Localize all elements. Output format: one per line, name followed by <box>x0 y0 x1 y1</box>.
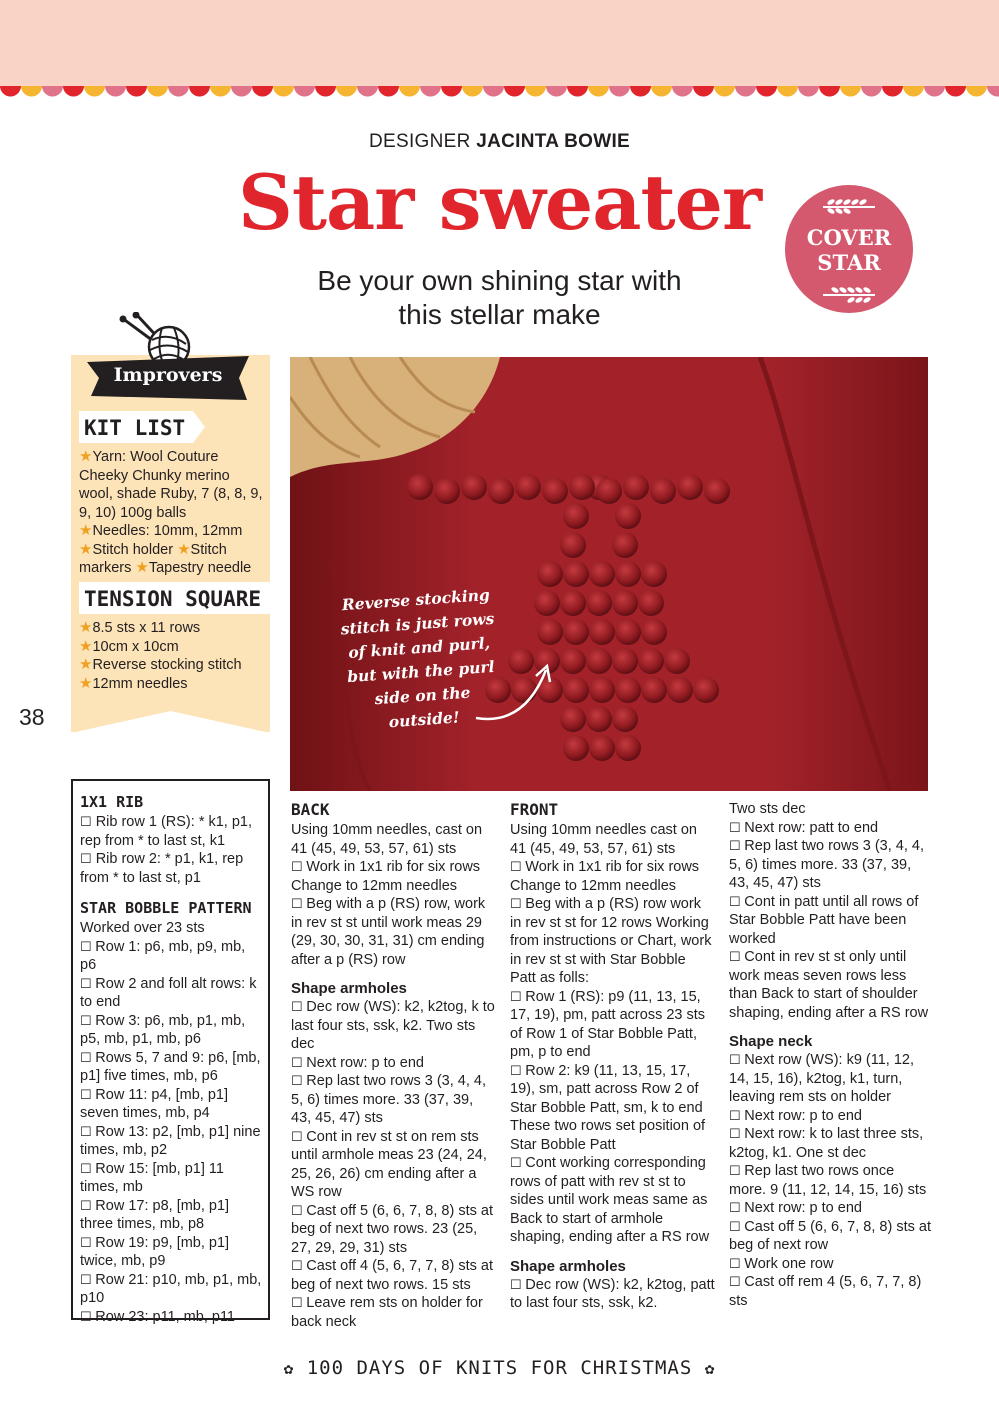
neck-step: ☐ Next row: p to end <box>729 1200 862 1216</box>
bobble-row: ☐ Row 2 and foll alt rows: k to end <box>80 975 257 1010</box>
back-column <box>291 800 496 1331</box>
bobble-stitch <box>638 648 664 674</box>
scallop <box>630 86 651 97</box>
checkbox-icon: ☐ <box>291 859 307 874</box>
neck-step: ☐ Cast off 5 (6, 6, 7, 8, 8) sts at beg of next row <box>729 1218 931 1253</box>
star-icon: ★ <box>79 637 93 655</box>
designer-name: JACINTA BOWIE <box>476 131 631 152</box>
bobble-stitch <box>563 561 589 587</box>
scallop <box>567 86 588 97</box>
scallop <box>105 86 126 97</box>
scallop <box>924 86 945 97</box>
star-icon: ★ <box>135 559 149 576</box>
checkbox-icon: ☐ <box>291 1073 307 1088</box>
back-step: ☐ Beg with a p (RS) row, work in rev st st until work meas 29 (29, 30, 30, 31, 31) cm ending after a p (RS) row <box>291 896 486 968</box>
neck-step: ☐ Work one row <box>729 1255 834 1272</box>
neck-column <box>729 800 931 1310</box>
scallop <box>966 86 987 97</box>
checkbox-icon: ☐ <box>729 1107 745 1123</box>
front-heading: FRONT <box>510 800 559 819</box>
front-step: ☐ Work in 1x1 rib for six rows Change to 12mm needles <box>510 859 700 894</box>
checkbox-icon: ☐ <box>80 1197 96 1213</box>
neck-step: ☐ Next row: p to end <box>729 1107 862 1124</box>
checkbox-icon: ☐ <box>80 1308 96 1324</box>
front-armholes-heading: Shape armholes <box>510 1257 626 1275</box>
bobble-row: ☐ Row 21: p10, mb, p1, mb, p10 <box>80 1271 262 1306</box>
scallop <box>546 86 567 97</box>
bobble-stitch <box>664 648 690 674</box>
scallop <box>714 86 735 97</box>
checkbox-icon: ☐ <box>510 1155 526 1170</box>
front-column <box>510 800 715 1313</box>
cover-star-badge <box>785 185 913 313</box>
front-step: ☐ Row 2: k9 (11, 13, 15, 17, 19), sm, patt across Row 2 of Star Bobble Patt, sm, k to end These two rows set position of Star Bobble Patt <box>510 1062 706 1153</box>
subtitle-line-2: this stellar make <box>398 299 601 330</box>
checkbox-icon: ☐ <box>729 893 745 909</box>
checkbox-icon: ☐ <box>729 838 745 853</box>
scallop <box>987 86 999 97</box>
scallop <box>84 86 105 97</box>
rib-heading: 1X1 RIB <box>80 793 144 811</box>
tension-list <box>79 619 267 693</box>
tension-item: 10cm x 10cm <box>92 638 179 655</box>
photo-annotation: Reverse stocking stitch is just rows of knit and purl, but with the purl side on the outside! <box>340 585 496 732</box>
scallop <box>294 86 315 97</box>
stitch-key-box <box>71 779 270 1325</box>
scallop <box>168 86 189 97</box>
checkbox-icon: ☐ <box>80 1271 96 1287</box>
front-step: ☐ Beg with a p (RS) row work in rev st st for 12 rows Working from instructions or Chart, work in rev st st with Star Bobble Patt as folls: <box>510 896 712 986</box>
flower-icon: ✿ <box>704 1359 716 1378</box>
scallop <box>588 86 609 97</box>
scallop <box>945 86 966 97</box>
designer-label: DESIGNER <box>368 131 471 152</box>
bobble-stitch <box>534 590 560 616</box>
bobble-stitch <box>586 590 612 616</box>
bobble-row: ☐ Rows 5, 7 and 9: p6, [mb, p1] five times, mb, p6 <box>80 1049 261 1084</box>
checkbox-icon: ☐ <box>729 1126 745 1141</box>
scallop <box>357 86 378 97</box>
checkbox-icon: ☐ <box>729 949 745 964</box>
bobble-stitch <box>560 648 586 674</box>
scallop <box>651 86 672 97</box>
checkbox-icon: ☐ <box>510 988 526 1004</box>
star-icon: ★ <box>79 540 93 558</box>
bobble-stitch <box>612 648 638 674</box>
checkbox-icon: ☐ <box>510 1062 526 1078</box>
bobble-rows <box>80 919 262 1326</box>
scallop <box>756 86 777 97</box>
star-icon: ★ <box>79 674 93 692</box>
bobble-stitch <box>638 590 664 616</box>
checkbox-icon: ☐ <box>291 999 307 1014</box>
bobble-row: ☐ Row 15: [mb, p1] 11 times, mb <box>80 1160 224 1195</box>
footer-text: 100 DAYS OF KNITS FOR CHRISTMAS <box>306 1357 693 1379</box>
flower-icon: ✿ <box>283 1359 295 1378</box>
scallop <box>735 86 756 97</box>
scallop <box>189 86 210 97</box>
bobble-stitch <box>563 735 589 761</box>
panel-notch <box>71 711 270 733</box>
bobble-intro: Worked over 23 sts <box>80 920 205 936</box>
subtitle-line-1: Be your own shining star with <box>317 265 682 296</box>
scallop <box>336 86 357 97</box>
tension-item: 12mm needles <box>92 675 188 692</box>
tension-item: 8.5 sts x 11 rows <box>92 620 201 636</box>
scallop <box>483 86 504 97</box>
front-intro: Using 10mm needles cast on 41 (45, 49, 53, 57, 61) sts <box>510 822 697 857</box>
scallop <box>798 86 819 97</box>
checkbox-icon: ☐ <box>729 1255 745 1271</box>
scallop <box>42 86 63 97</box>
rib-row: ☐ Rib row 1 (RS): * k1, p1, rep from * to last st, k1 <box>80 814 253 849</box>
checkbox-icon: ☐ <box>510 896 526 911</box>
checkbox-icon: ☐ <box>510 1276 526 1292</box>
checkbox-icon: ☐ <box>80 975 96 991</box>
tension-heading: TENSION SQUARE <box>79 582 269 614</box>
bobble-stitch <box>407 474 433 500</box>
checkbox-icon: ☐ <box>729 1163 745 1178</box>
bobble-row: ☐ Row 11: p4, [mb, p1] seven times, mb, p4 <box>80 1086 228 1121</box>
bobble-stitch <box>542 478 568 504</box>
bobble-stitch <box>461 474 487 500</box>
scallop <box>504 86 525 97</box>
scallop <box>609 86 630 97</box>
bobble-row: ☐ Row 17: p8, [mb, p1] three times, mb, p8 <box>80 1197 230 1232</box>
scallop <box>273 86 294 97</box>
bobble-stitch <box>612 532 638 558</box>
scallop <box>252 86 273 97</box>
bobble-stitch <box>563 503 589 529</box>
kit-item-needles: Needles: 10mm, 12mm <box>92 523 243 539</box>
bobble-stitch <box>586 706 612 732</box>
scalloped-border <box>0 86 999 102</box>
bobble-stitch <box>615 735 641 761</box>
star-icon: ★ <box>177 540 191 558</box>
bobble-row: ☐ Row 3: p6, mb, p1, mb, p5, mb, p1, mb, p6 <box>80 1012 246 1047</box>
bobble-stitch <box>537 619 563 645</box>
checkbox-icon: ☐ <box>291 896 307 911</box>
checkbox-icon: ☐ <box>510 859 526 874</box>
neck-step: ☐ Next row: k to last three sts, k2tog, k1. One st dec <box>729 1126 924 1161</box>
tension-item: Reverse stocking stitch <box>92 657 242 673</box>
col3-intro: Two sts dec <box>729 801 806 817</box>
checkbox-icon: ☐ <box>729 1052 745 1067</box>
bobble-stitch <box>563 677 589 703</box>
bobble-row: ☐ Row 1: p6, mb, p9, mb, p6 <box>80 938 246 973</box>
top-color-band <box>0 0 999 88</box>
scallop <box>672 86 693 97</box>
checkbox-icon: ☐ <box>291 1054 307 1070</box>
scallop <box>525 86 546 97</box>
bobble-stitch <box>667 677 693 703</box>
front-armhole-step: ☐ Dec row (WS): k2, k2tog, patt to last four sts, ssk, k2. <box>510 1276 715 1311</box>
scallop <box>399 86 420 97</box>
back-armhole-step: ☐ Dec row (WS): k2, k2tog, k to last four sts, ssk, k2. Two sts dec <box>291 999 495 1052</box>
checkbox-icon: ☐ <box>291 1295 307 1310</box>
bobble-row: ☐ Row 23: p11, mb, p11 <box>80 1308 235 1325</box>
bobble-stitch <box>560 590 586 616</box>
kit-item-holder: Stitch holder <box>92 541 174 558</box>
bobble-stitch <box>615 503 641 529</box>
back-heading: BACK <box>291 800 330 819</box>
back-intro: Using 10mm needles, cast on 41 (45, 49, 53, 57, 61) sts <box>291 822 483 857</box>
scallop <box>840 86 861 97</box>
checkbox-icon: ☐ <box>80 938 96 954</box>
scallop <box>903 86 924 97</box>
bobble-stitch <box>615 561 641 587</box>
scallop <box>693 86 714 97</box>
neck-step: ☐ Cast off rem 4 (5, 6, 7, 7, 8) sts <box>729 1274 922 1309</box>
back-armhole-step: ☐ Cast off 5 (6, 6, 7, 8, 8) sts at beg of next two rows. 23 (25, 27, 29, 29, 31) sts <box>291 1202 493 1256</box>
checkbox-icon: ☐ <box>80 1123 96 1139</box>
neck-step: ☐ Next row (WS): k9 (11, 12, 14, 15, 16), k2tog, k1, turn, leaving rem sts on holder <box>729 1052 915 1105</box>
scallop <box>147 86 168 97</box>
checkbox-icon: ☐ <box>80 814 92 829</box>
scallop <box>420 86 441 97</box>
bobble-stitch <box>677 474 703 500</box>
kit-item-needle: Tapestry needle <box>148 560 252 576</box>
bobble-stitch <box>589 561 615 587</box>
bobble-stitch <box>560 706 586 732</box>
checkbox-icon: ☐ <box>729 1218 745 1234</box>
star-icon: ★ <box>79 522 93 539</box>
bobble-stitch <box>569 474 595 500</box>
checkbox-icon: ☐ <box>291 1258 307 1273</box>
scallop <box>210 86 231 97</box>
back-step: ☐ Work in 1x1 rib for six rows Change to 12mm needles <box>291 859 481 894</box>
checkbox-icon: ☐ <box>80 1012 96 1028</box>
bobble-stitch <box>612 590 638 616</box>
star-icon: ★ <box>79 656 93 673</box>
bobble-row: ☐ Row 13: p2, [mb, p1] nine times, mb, p2 <box>80 1123 261 1158</box>
rib-row: ☐ Rib row 2: * p1, k1, rep from * to last st, p1 <box>80 851 244 886</box>
scallop <box>819 86 840 97</box>
page-footer <box>0 1357 999 1379</box>
scallop <box>315 86 336 97</box>
bobble-stitch <box>537 561 563 587</box>
bobble-heading: STAR BOBBLE PATTERN <box>80 899 252 917</box>
kit-list-heading: KIT LIST <box>79 411 193 443</box>
front-step: ☐ Next row: patt to end <box>729 819 879 836</box>
bobble-stitch <box>488 478 514 504</box>
bobble-stitch <box>589 619 615 645</box>
bobble-stitch <box>589 677 615 703</box>
back-armhole-step: ☐ Rep last two rows 3 (3, 4, 4, 5, 6) times more. 33 (37, 39, 43, 45, 47) sts <box>291 1073 486 1126</box>
bobble-stitch <box>612 706 638 732</box>
scallop <box>462 86 483 97</box>
back-armhole-step: ☐ Cast off 4 (5, 6, 7, 7, 8) sts at beg of next two rows. 15 sts <box>291 1258 493 1293</box>
back-armhole-step: ☐ Next row: p to end <box>291 1054 424 1071</box>
scallop <box>21 86 42 97</box>
front-step: ☐ Row 1 (RS): p9 (11, 13, 15, 17, 19), pm, patt across 23 sts of Row 1 of Star Bobble Patt, pm, p to end <box>510 988 706 1060</box>
kit-list <box>79 448 267 578</box>
arrow-icon <box>474 660 554 730</box>
back-armhole-step: ☐ Leave rem sts on holder for back neck <box>291 1295 483 1330</box>
front-step: ☐ Rep last two rows 3 (3, 4, 4, 5, 6) times more. 33 (37, 39, 43, 45, 47) sts <box>729 838 924 891</box>
checkbox-icon: ☐ <box>80 1234 96 1250</box>
skill-level: Improvers <box>113 364 223 386</box>
star-icon: ★ <box>79 619 93 636</box>
neck-heading: Shape neck <box>729 1033 813 1050</box>
bobble-stitch <box>589 735 615 761</box>
checkbox-icon: ☐ <box>80 851 92 866</box>
bobble-stitch <box>560 532 586 558</box>
badge-line-2: STAR <box>817 250 881 275</box>
front-step: ☐ Cont in patt until all rows of Star Bobble Patt have been worked <box>729 893 919 947</box>
scallop <box>441 86 462 97</box>
designer-credit <box>0 131 999 153</box>
laurel-bottom-icon <box>819 285 879 307</box>
bobble-stitch <box>596 478 622 504</box>
scallop <box>882 86 903 97</box>
kit-item-markers: Stitch markers <box>79 541 227 576</box>
checkbox-icon: ☐ <box>80 1086 96 1102</box>
back-armholes-heading: Shape armholes <box>291 980 407 997</box>
checkbox-icon: ☐ <box>291 1202 307 1218</box>
bobble-stitch <box>434 478 460 504</box>
bobble-stitch <box>641 677 667 703</box>
kit-item-yarn: Yarn: Wool Couture Cheeky Chunky merino wool, shade Ruby, 7 (8, 8, 9, 9, 10) 100g balls <box>79 449 263 521</box>
checkbox-icon: ☐ <box>729 819 745 835</box>
bobble-stitch <box>650 478 676 504</box>
bobble-stitch <box>515 474 541 500</box>
scallop <box>126 86 147 97</box>
scallop <box>861 86 882 97</box>
neck-step: ☐ Rep last two rows once more. 9 (11, 12, 14, 15, 16) sts <box>729 1163 927 1198</box>
checkbox-icon: ☐ <box>80 1049 96 1065</box>
checkbox-icon: ☐ <box>729 1200 745 1215</box>
front-step: ☐ Cont in rev st st only until work meas seven rows less than Back to start of shoulder shaping, ending after a RS row <box>729 949 929 1021</box>
scallop <box>231 86 252 97</box>
laurel-top-icon <box>819 193 879 215</box>
rib-rows <box>80 813 262 887</box>
scallop <box>378 86 399 97</box>
bobble-stitch <box>563 619 589 645</box>
bobble-stitch <box>615 677 641 703</box>
page-title: Star sweater <box>237 158 762 247</box>
scallop <box>777 86 798 97</box>
bobble-row: ☐ Row 19: p9, [mb, p1] twice, mb, p9 <box>80 1234 230 1269</box>
scallop <box>63 86 84 97</box>
bobble-stitch <box>704 478 730 504</box>
bobble-stitch <box>615 619 641 645</box>
badge-text <box>785 225 913 275</box>
bobble-stitch <box>641 561 667 587</box>
badge-line-1: COVER <box>806 225 892 250</box>
front-step: ☐ Cont working corresponding rows of patt with rev st st to sides until work meas same as Back to start of armhole shaping, ending after a RS row <box>510 1155 710 1245</box>
bobble-stitch <box>586 648 612 674</box>
scallop <box>0 86 21 97</box>
bobble-stitch <box>641 619 667 645</box>
page-number: 38 <box>19 704 45 730</box>
bobble-stitch <box>693 677 719 703</box>
checkbox-icon: ☐ <box>729 1274 745 1289</box>
back-armhole-step: ☐ Cont in rev st st on rem sts until armhole meas 23 (24, 24, 25, 26, 26) cm ending after a WS row <box>291 1128 487 1200</box>
checkbox-icon: ☐ <box>291 1128 307 1144</box>
bobble-stitch <box>623 474 649 500</box>
checkbox-icon: ☐ <box>80 1160 96 1176</box>
star-icon: ★ <box>79 448 93 465</box>
